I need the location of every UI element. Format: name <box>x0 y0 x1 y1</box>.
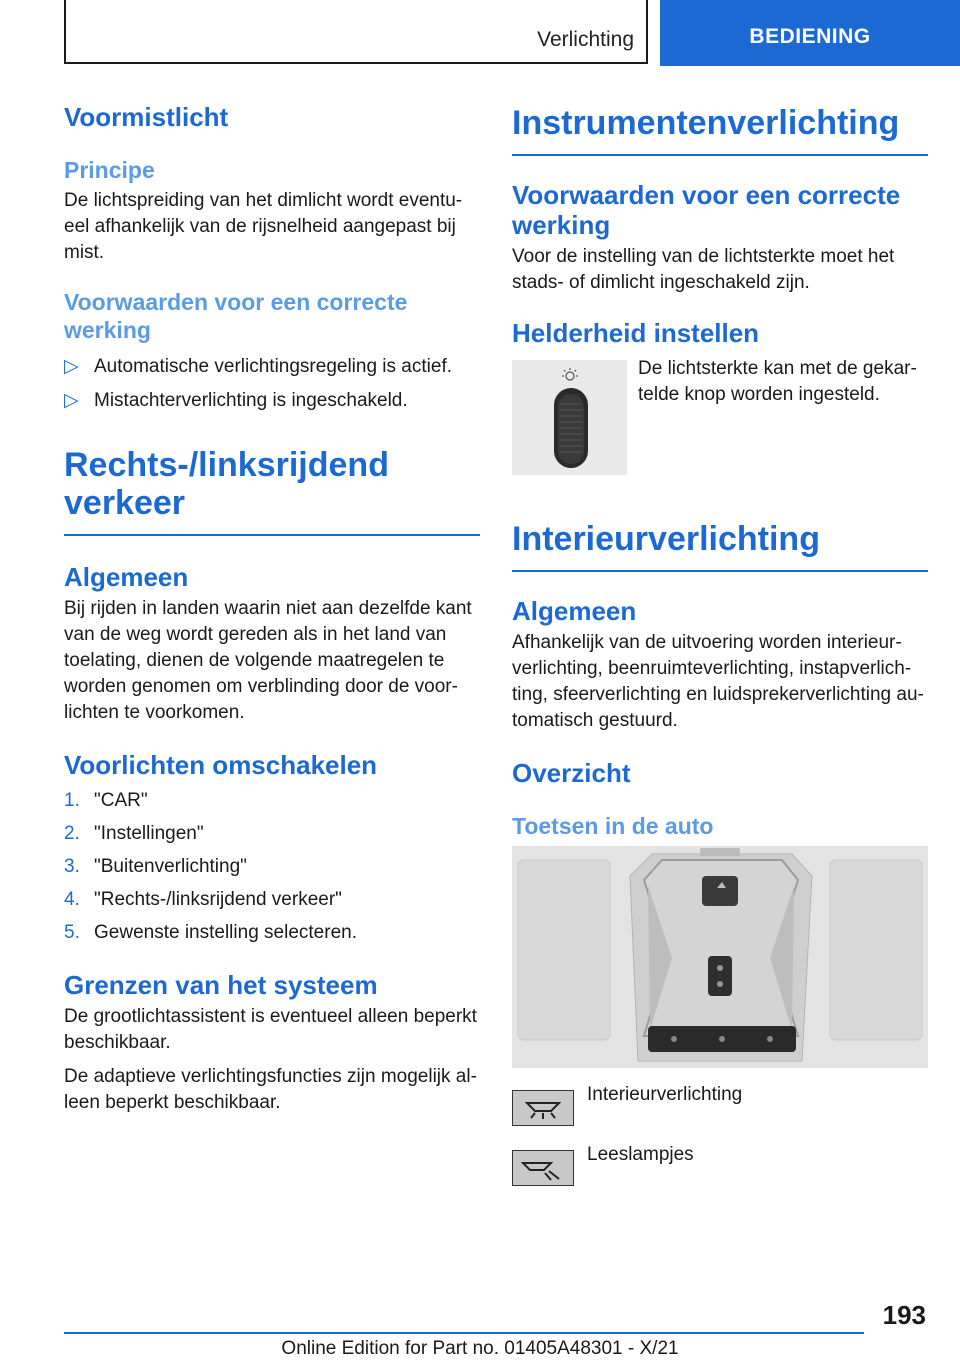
list-item: 5. Gewenste instelling selecteren. <box>64 922 357 943</box>
chapter-label: BEDIENING <box>749 25 871 48</box>
list-item: 4. "Rechts-/linksrijdend verkeer" <box>64 889 342 910</box>
list-item: 1. "CAR" <box>64 790 148 811</box>
list-item: 3. "Buitenverlichting" <box>64 856 247 877</box>
text-algemeen-left: Bij rijden in landen waarin niet aan dezelfde kant van de weg wordt gereden als in het land van toelating, dienen de volgende maatregelen te worden genomen om verblinding door de voor-lichten te voorkomen. <box>64 598 472 723</box>
heading-algemeen-left: Algemeen <box>64 562 189 592</box>
right-column-lower <box>512 520 928 840</box>
footer-rule <box>64 1332 864 1334</box>
heading-voorlichten-omschakelen: Voorlichten omschakelen <box>64 750 378 780</box>
heading-rule <box>64 534 480 536</box>
list-item: ▷ Mistachterverlichting is ingeschakeld. <box>64 388 480 414</box>
brightness-knob-image <box>512 360 627 475</box>
text-helderheid: De lichtsterkte kan met de gekar-telde knop worden ingesteld. <box>638 358 917 405</box>
heading-overzicht: Overzicht <box>512 758 631 788</box>
page-number: 193 <box>882 1300 926 1330</box>
right-column <box>512 104 928 348</box>
left-column <box>64 102 480 1116</box>
heading-algemeen-right: Algemeen <box>512 596 637 626</box>
heading-rechts-linksrijdend: Rechts-/linksrijdend verkeer <box>64 446 389 522</box>
overhead-console-image <box>512 846 928 1068</box>
heading-grenzen: Grenzen van het systeem <box>64 970 378 1000</box>
heading-interieurverlichting: Interieurverlichting <box>512 520 820 558</box>
section-title: Verlichting <box>537 28 634 51</box>
heading-voorwaarden-right: Voorwaarden voor een correcte werking <box>512 180 901 240</box>
footer-edition: Online Edition for Part no. 01405A48301 - X/21 <box>281 1338 679 1359</box>
header-box <box>64 0 648 64</box>
chapter-tab[interactable] <box>660 0 960 66</box>
list-item: 2. "Instellingen" <box>64 823 204 844</box>
text-grenzen-1: De grootlichtassistent is eventueel alleen beperkt beschikbaar. <box>64 1006 477 1053</box>
condition-list <box>64 354 480 414</box>
heading-helderheid: Helderheid instellen <box>512 318 760 348</box>
list-item: ▷ Automatische verlichtingsregeling is actief. <box>64 354 480 380</box>
heading-principe: Principe <box>64 157 155 183</box>
text-voorwaarden-right: Voor de instelling van de lichtsterkte moet het stads- of dimlicht ingeschakeld zijn. <box>512 246 895 293</box>
heading-toetsen: Toetsen in de auto <box>512 813 714 839</box>
reading-light-icon <box>512 1150 574 1186</box>
text-algemeen-right: Afhankelijk van de uitvoering worden interieur-verlichting, beenruimteverlichting, instapverlich-ting, sfeerverlichting en luidsprekerverlichting au-tomatisch gestuurd. <box>512 632 924 731</box>
knob-icon <box>512 360 627 475</box>
triangle-bullet-icon: ▷ <box>64 390 79 411</box>
text-principe: De lichtspreiding van het dimlicht wordt eventu-eel afhankelijk van de rijsnelheid aangepast bij mist. <box>64 190 463 263</box>
heading-rule <box>512 570 928 572</box>
reading-light-label: Leeslampjes <box>587 1144 694 1165</box>
console-illustration <box>512 846 928 1068</box>
interior-light-icon <box>512 1090 574 1126</box>
triangle-bullet-icon: ▷ <box>64 356 79 377</box>
heading-voorwaarden-left: Voorwaarden voor een correcte werking <box>64 289 408 343</box>
heading-voormistlicht: Voormistlicht <box>64 102 229 132</box>
steps-list <box>64 788 480 946</box>
heading-instrumentenverlichting: Instrumentenverlichting <box>512 104 900 142</box>
heading-rule <box>512 154 928 156</box>
text-grenzen-2: De adaptieve verlichtingsfuncties zijn mogelijk al-leen beperkt beschikbaar. <box>64 1066 477 1113</box>
interior-light-label: Interieurverlichting <box>587 1084 743 1105</box>
